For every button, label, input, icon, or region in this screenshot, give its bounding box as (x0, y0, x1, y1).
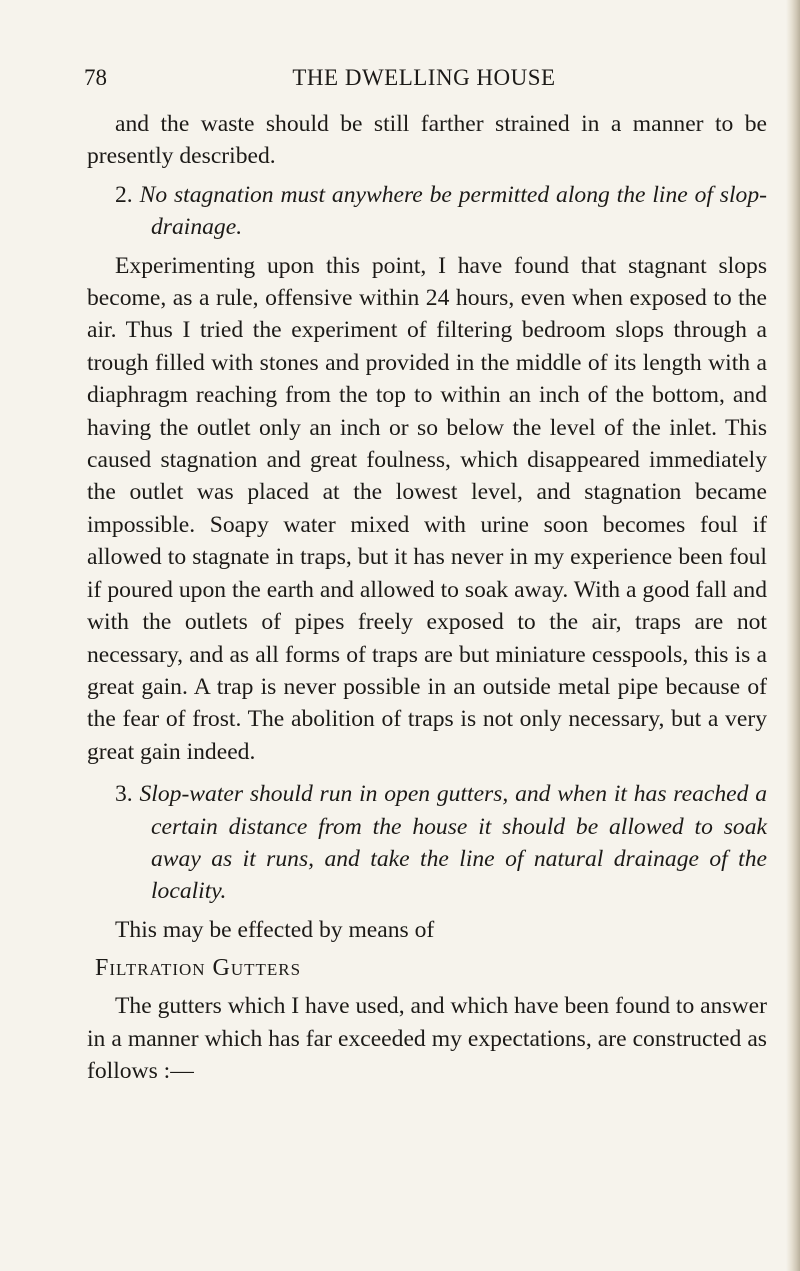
rule-2-text: No stagnation must anywhere be permitted along the line of slop-drainage. (139, 181, 767, 241)
rule-3 (87, 778, 767, 908)
section-heading: Filtration Gutters (95, 955, 302, 982)
opening-paragraph: and the waste should be still farther strained in a manner to be presently described. (87, 111, 767, 170)
page-number: 78 (84, 65, 107, 90)
page-edge-shadow (786, 0, 800, 1271)
running-title: THE DWELLING HOUSE (292, 65, 556, 90)
rule-3-text: Slop-water should run in open gutters, and when it has reached a certain distance from the house it should be allowed to soak away as it runs, and take the line of natural drainage of the locality. (139, 781, 767, 905)
experiment-paragraph: Experimenting upon this point, I have found that stagnant slops become, as a rule, offensive within 24 hours, even when exposed to the air. Thus I tried the experiment of filtering bedroom slops through a trough filled with stones and provided in the middle of its length with a diaphragm reaching from the top to within an inch of the bottom, and having the outlet only an inch or so below the level of the inlet. This caused stagnation and great foulness, which disappeared immediately the outlet was placed at the lowest level, and stagnation became impossible. Soapy water mixed with urine soon becomes foul if allowed to stagnate in traps, but it has never in my experience been foul if poured upon the earth and allowed to soak away. With a good fall and with the outlets of pipes freely exposed to the air, traps are not necessary, and as all forms of traps are but miniature cesspools, this is a great gain. A trap is never possible in an outside metal pipe because of the fear of frost. The abolition of traps is not only necessary, but a very great gain indeed. (87, 252, 767, 765)
page-header (84, 62, 774, 94)
rule-2-number: 2. (115, 181, 133, 208)
page-body (87, 108, 767, 1087)
gutters-paragraph: The gutters which I have used, and which have been found to answer in a manner which has far exceeded my expectations, are constructed as follows :— (87, 993, 767, 1084)
rule-3-number: 3. (115, 781, 133, 808)
means-paragraph: This may be effected by means of (115, 916, 435, 943)
rule-2 (87, 179, 767, 244)
